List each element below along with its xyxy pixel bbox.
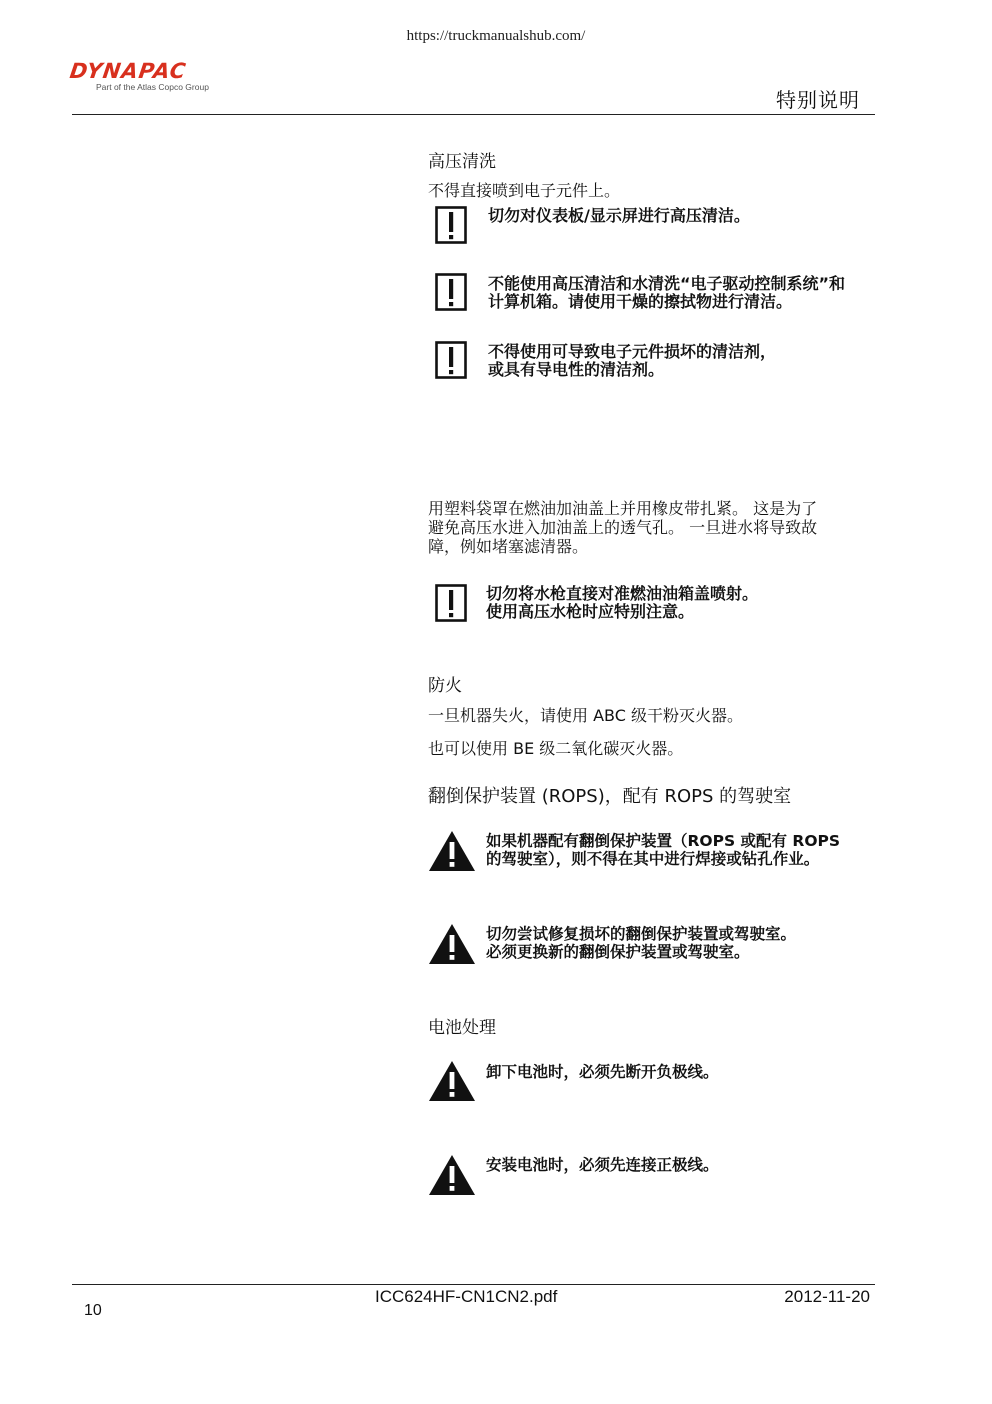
note-line: 不得使用可导致电子元件损坏的清洁剂，: [488, 342, 777, 361]
section-heading-hp-wash: 高压清洗: [428, 152, 496, 172]
exclamation-box-icon: [435, 341, 467, 379]
warning-triangle-icon: [428, 830, 476, 872]
note-line: 切勿对仪表板/显示屏进行高压清洁。: [488, 206, 750, 225]
exclamation-box-icon: [435, 273, 467, 311]
paragraph-line: 用塑料袋罩在燃油加油盖上并用橡皮带扎紧。 这是为了: [428, 499, 818, 518]
warning-rops-repair: [486, 925, 886, 961]
fire-paragraph-1: 一旦机器失火，请使用 ABC 级干粉灭火器。: [428, 706, 743, 725]
paragraph-line: 障，例如堵塞滤清器。: [428, 537, 589, 556]
note-line: 不能使用高压清洁和水清洗“电子驱动控制系统”和: [488, 274, 846, 293]
page-title: 特别说明: [776, 88, 860, 112]
warning-line: 的驾驶室），则不得在其中进行焊接或钻孔作业。: [486, 850, 820, 868]
section-heading-battery: 电池处理: [428, 1018, 496, 1038]
section-heading-rops: 翻倒保护装置 (ROPS)，配有 ROPS 的驾驶室: [428, 786, 792, 807]
footer-divider: [72, 1284, 875, 1285]
exclamation-box-icon: [435, 584, 467, 622]
warning-triangle-icon: [428, 923, 476, 965]
header-divider: [72, 114, 875, 115]
warning-line: 如果机器配有翻倒保护装置（ROPS 或配有 ROPS: [486, 832, 841, 850]
warning-line: 卸下电池时，必须先断开负极线。: [486, 1063, 719, 1081]
fuel-cap-paragraph: [428, 499, 817, 556]
note-line: 计算机箱。请使用干燥的擦拭物进行清洁。: [488, 292, 793, 311]
fire-paragraph-2: 也可以使用 BE 级二氧化碳灭火器。: [428, 739, 684, 758]
paragraph-line: 避免高压水进入加油盖上的透气孔。 一旦进水将导致故: [428, 518, 818, 537]
source-url[interactable]: https://truckmanualshub.com/: [406, 28, 586, 44]
warning-line: 必须更换新的翻倒保护装置或驾驶室。: [486, 943, 750, 961]
warning-battery-install: [486, 1156, 886, 1174]
hp-wash-intro: 不得直接喷到电子元件上。: [428, 181, 621, 200]
exclamation-box-icon: [435, 206, 467, 244]
warning-line: 安装电池时，必须先连接正极线。: [486, 1156, 719, 1174]
note-line: 或具有导电性的清洁剂。: [488, 360, 665, 379]
warning-triangle-icon: [428, 1154, 476, 1196]
note-no-hp-electronics: [488, 275, 898, 311]
warning-triangle-icon: [428, 1060, 476, 1102]
note-line: 使用高压水枪时应特别注意。: [486, 602, 695, 621]
warning-line: 切勿尝试修复损坏的翻倒保护装置或驾驶室。: [486, 925, 797, 943]
logo-tagline: Part of the Atlas Copco Group: [96, 82, 209, 92]
footer-date: 2012-11-20: [784, 1287, 870, 1306]
warning-battery-remove: [486, 1063, 886, 1081]
note-fuel-cap-spray: [486, 585, 896, 621]
note-line: 切勿将水枪直接对准燃油油箱盖喷射。: [486, 584, 759, 603]
section-heading-fire: 防火: [428, 676, 462, 696]
warning-rops-welding: [486, 832, 886, 868]
note-cleaning-agents: [488, 343, 898, 379]
dynapac-logo: [70, 60, 240, 92]
logo-wordmark: DYNAPAC: [68, 59, 189, 83]
page-number: 10: [84, 1302, 102, 1319]
note-no-hp-dashboard: [488, 207, 898, 225]
footer-filename: ICC624HF-CN1CN2.pdf: [375, 1287, 558, 1306]
